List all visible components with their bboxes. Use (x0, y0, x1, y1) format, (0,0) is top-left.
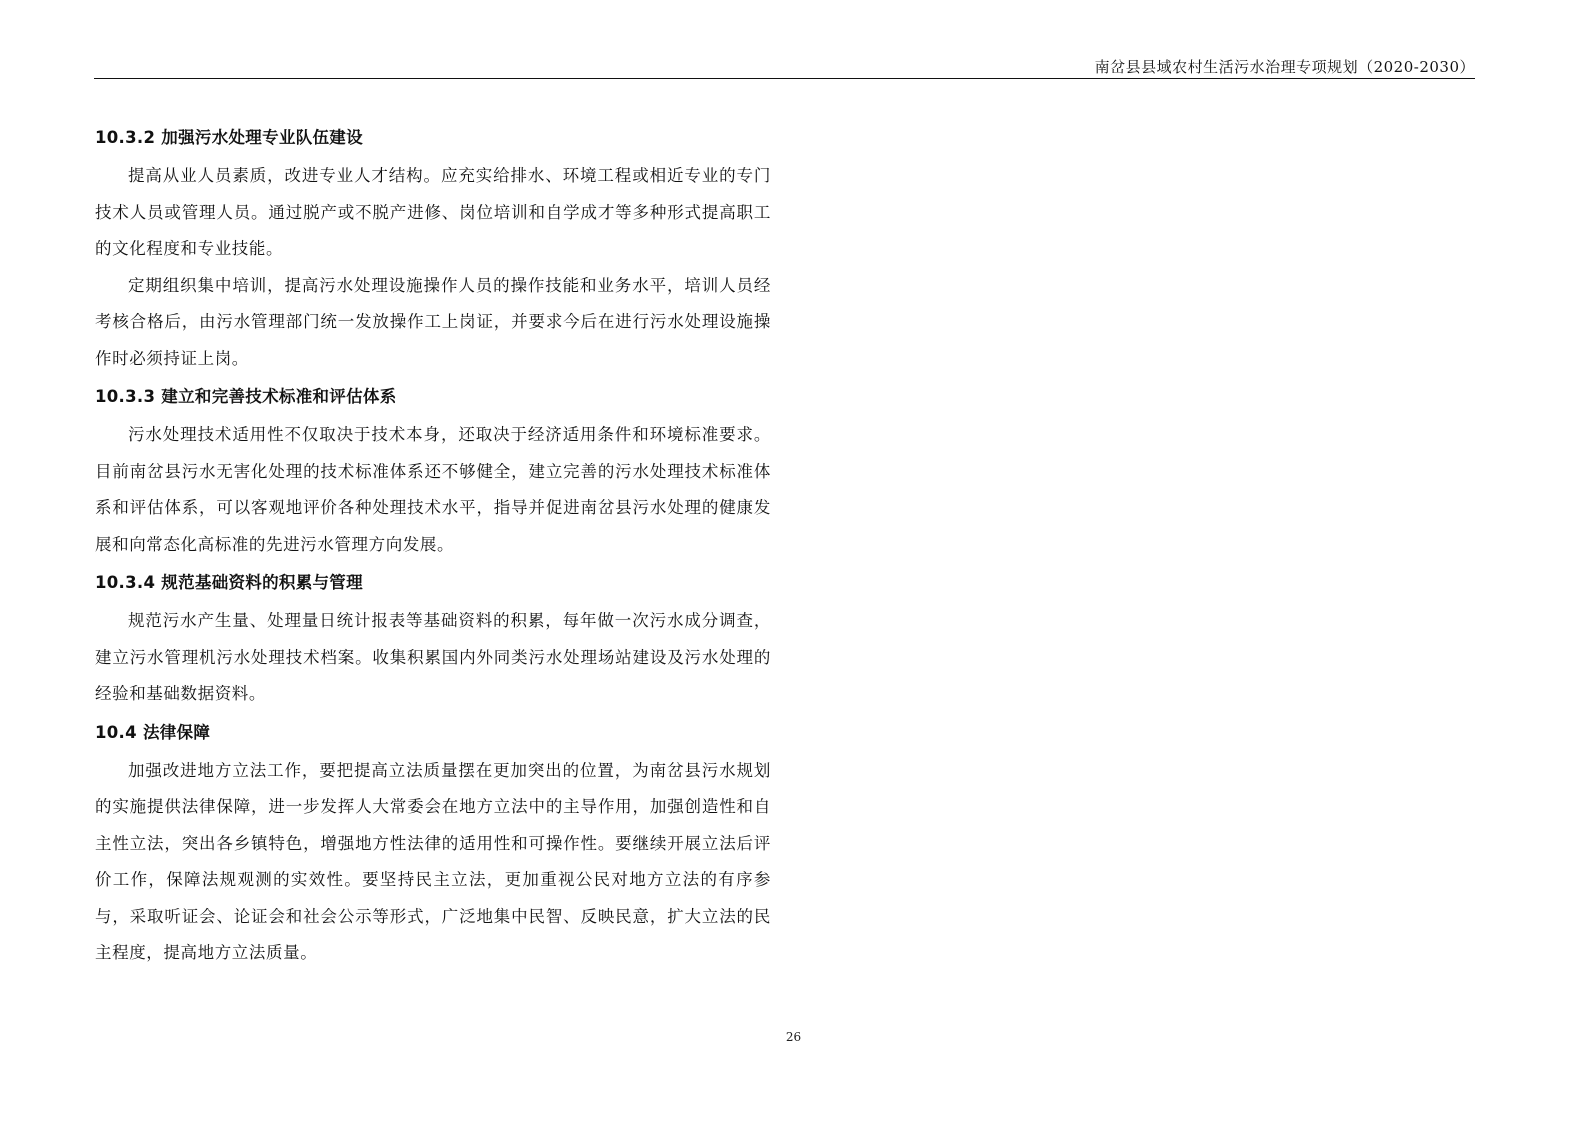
page-body (95, 118, 771, 972)
document-header-title: 南岔县县域农村生活污水治理专项规划（2020-2030） (1094, 58, 1475, 76)
paragraph: 提高从业人员素质，改进专业人才结构。应充实给排水、环境工程或相近专业的专门技术人员或管理人员。通过脱产或不脱产进修、岗位培训和自学成才等多种形式提高职工的文化程度和专业技能。 (95, 166, 771, 258)
section-heading: 10.3.2 加强污水处理专业队伍建设 (95, 128, 363, 147)
section-10-4 (95, 713, 771, 972)
section-heading: 10.3.4 规范基础资料的积累与管理 (95, 573, 363, 592)
header-divider (94, 78, 1475, 79)
section-10-3-3 (95, 377, 771, 563)
section-10-3-4 (95, 563, 771, 713)
section-heading: 10.4 法律保障 (95, 722, 211, 742)
section-10-3-2 (95, 118, 771, 377)
paragraph: 污水处理技术适用性不仅取决于技术本身，还取决于经济适用条件和环境标准要求。目前南岔县污水无害化处理的技术标准体系还不够健全，建立完善的污水处理技术标准体系和评估体系，可以客观地评价各种处理技术水平，指导并促进南岔县污水处理的健康发展和向常态化高标准的先进污水管理方向发展。 (95, 425, 771, 554)
paragraph: 定期组织集中培训，提高污水处理设施操作人员的操作技能和业务水平，培训人员经考核合格后，由污水管理部门统一发放操作工上岗证，并要求今后在进行污水处理设施操作时必须持证上岗。 (95, 275, 771, 368)
page-number: 26 (785, 1030, 802, 1044)
paragraph: 加强改进地方立法工作，要把提高立法质量摆在更加突出的位置，为南岔县污水规划的实施提供法律保障，进一步发挥人大常委会在地方立法中的主导作用，加强创造性和自主性立法，突出各乡镇特色，增强地方性法律的适用性和可操作性。要继续开展立法后评价工作，保障法规观测的实效性。要坚持民主立法，更加重视公民对地方立法的有序参与，采取听证会、论证会和社会公示等形式，广泛地集中民智、反映民意，扩大立法的民主程度，提高地方立法质量。 (95, 760, 771, 962)
paragraph: 规范污水产生量、处理量日统计报表等基础资料的积累，每年做一次污水成分调查，建立污水管理机污水处理技术档案。收集积累国内外同类污水处理场站建设及污水处理的经验和基础数据资料。 (95, 611, 771, 703)
section-heading: 10.3.3 建立和完善技术标准和评估体系 (95, 387, 397, 406)
